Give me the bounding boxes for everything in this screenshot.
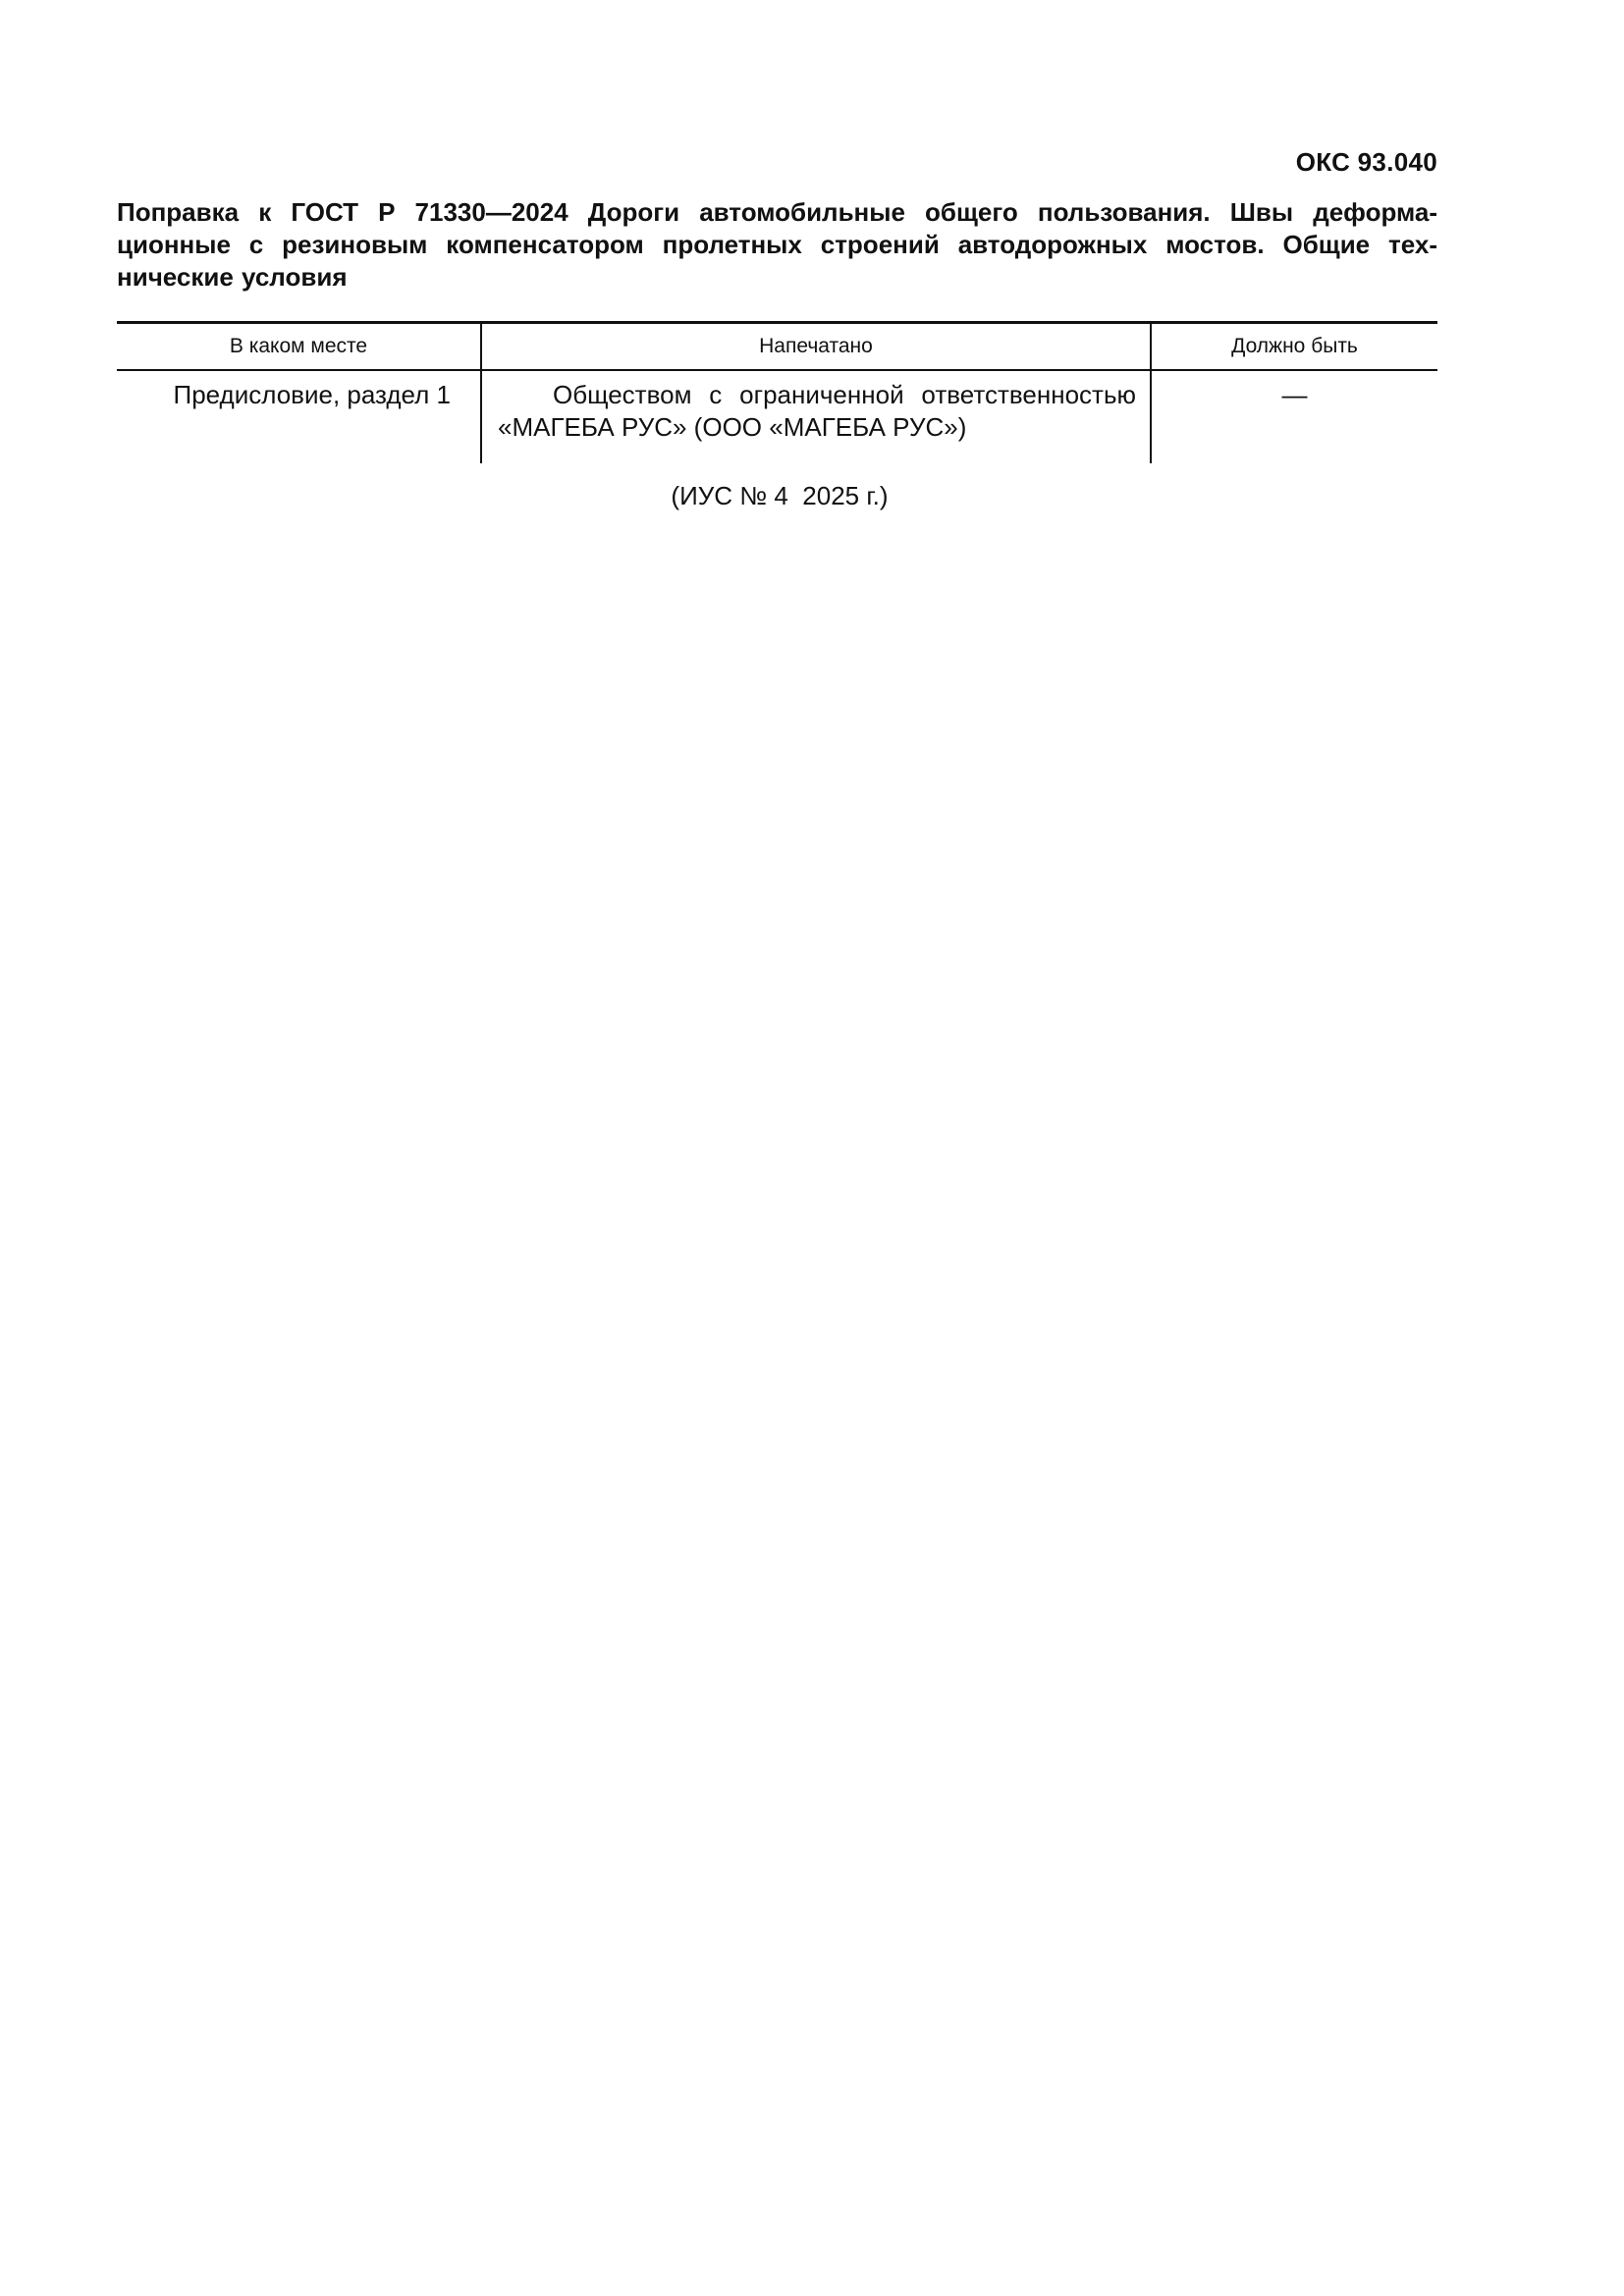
title-line-3: нические условия (117, 262, 348, 292)
corrections-table (117, 321, 1437, 463)
title-line-2: ционные с резиновым компенсатором пролетных строений автодорожных мостов. Общие тех- (117, 230, 1437, 259)
cell-place: Предисловие, раздел 1 (173, 380, 451, 409)
header-should-be: Должно быть (1151, 323, 1437, 371)
header-printed: Напечатано (481, 323, 1151, 371)
table-row (117, 370, 1437, 463)
title-line-1: Поправка к ГОСТ Р 71330—2024 Дороги автомобильные общего пользования. Швы деформа- (117, 197, 1437, 227)
cell-printed (481, 370, 1151, 463)
cell-printed-line-1: Обществом с ограниченной ответственностью (553, 380, 1136, 409)
cell-printed-line-2: «МАГЕБА РУС» (ООО «МАГЕБА РУС») (498, 412, 967, 442)
amendment-title (117, 196, 1437, 294)
table-header-row (117, 323, 1437, 371)
classification-code: ОКС 93.040 (1295, 147, 1437, 177)
ius-reference: (ИУС № 4 2025 г.) (671, 481, 889, 510)
header-place: В каком месте (229, 335, 368, 357)
cell-should-be: — (1151, 370, 1437, 463)
